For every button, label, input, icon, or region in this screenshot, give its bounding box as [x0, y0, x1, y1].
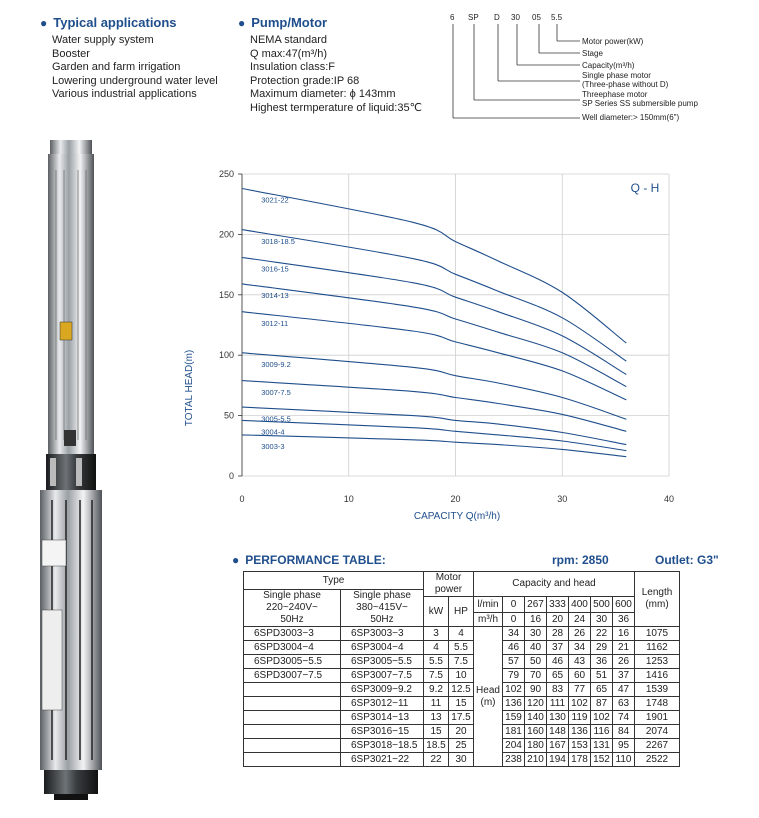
hp-cell: 10	[449, 669, 474, 683]
hp-cell: 20	[449, 725, 474, 739]
head-label-line: Head	[476, 684, 500, 696]
hp-cell: 5.5	[449, 641, 474, 655]
head-cell: 63	[613, 697, 635, 711]
series-label: 3021-22	[261, 195, 289, 205]
motor-power-line: Motor	[435, 572, 462, 583]
series-curve	[242, 420, 626, 450]
table-row	[244, 641, 680, 655]
y-tick-label: 250	[218, 169, 234, 179]
head-cell: 152	[591, 753, 613, 767]
head-cell: 102	[569, 697, 591, 711]
head-cell: 110	[613, 753, 635, 767]
head-cell: 167	[547, 739, 569, 753]
head-cell: 116	[591, 725, 613, 739]
head-cell: 210	[525, 753, 547, 767]
applications-section	[40, 14, 218, 102]
head-cell: 181	[503, 725, 525, 739]
three-phase-model: 6SP3003−3	[341, 627, 424, 641]
x-tick-label: 20	[450, 494, 461, 504]
motor-power-line: power	[434, 584, 463, 595]
header-line: 220~240V~	[266, 602, 318, 613]
motor-section	[238, 14, 422, 115]
chart-title: Q - H	[630, 181, 660, 195]
table-row	[244, 725, 680, 739]
lmin-value: 267	[525, 597, 547, 613]
length-cell: 1539	[635, 683, 680, 697]
head-cell: 46	[503, 641, 525, 655]
x-tick-labels	[239, 494, 674, 504]
head-cell: 16	[613, 627, 635, 641]
series-label: 3007-7.5	[261, 387, 291, 397]
head-cell: 40	[525, 641, 547, 655]
bullet-icon: ●	[238, 16, 246, 30]
code-part: 6	[450, 13, 455, 22]
applications-heading: ● Typical applications	[40, 15, 177, 30]
code-label: Threephase motor	[582, 90, 648, 99]
single-phase-model: 6SPD3005−5.5	[244, 655, 341, 669]
head-cell: 83	[547, 683, 569, 697]
length-cell: 1416	[635, 669, 680, 683]
motor-power-header	[424, 572, 474, 597]
header-line: 50Hz	[280, 614, 304, 625]
single-phase-model	[244, 697, 341, 711]
series-label: 3014-13	[261, 291, 289, 301]
head-cell: 50	[525, 655, 547, 669]
head-cell: 90	[525, 683, 547, 697]
code-label: Motor power(kW)	[582, 37, 644, 46]
series-label: 3005-5.5	[261, 414, 291, 424]
motor-spec-item: Q max:47(m³/h)	[250, 47, 328, 60]
head-cell: 47	[613, 683, 635, 697]
x-tick-label: 40	[663, 494, 675, 504]
table-row	[244, 669, 680, 683]
series-label: 3009-9.2	[261, 359, 291, 369]
head-cell: 70	[525, 669, 547, 683]
y-tick-label: 50	[223, 410, 234, 421]
y-tick-label: 150	[218, 289, 234, 300]
single-phase-model	[244, 683, 341, 697]
code-part: SP	[468, 13, 479, 22]
motor-spec-item: NEMA standard	[250, 34, 328, 46]
head-cell: 36	[591, 655, 613, 669]
motor-heading: ● Pump/Motor	[238, 15, 328, 30]
series-label: 3003-3	[261, 442, 285, 452]
outlet-label: Outlet: G3"	[655, 553, 719, 567]
series-label: 3016-15	[261, 264, 289, 274]
kw-cell: 5.5	[424, 655, 449, 669]
kw-cell: 11	[424, 697, 449, 711]
hp-cell: 17.5	[449, 711, 474, 725]
head-cell: 60	[569, 669, 591, 683]
length-cell: 1901	[635, 711, 680, 725]
three-phase-model: 6SP3016−15	[341, 725, 424, 739]
length-cell: 2522	[635, 753, 680, 767]
bullet-icon: ●	[40, 16, 48, 30]
head-cell: 51	[591, 669, 613, 683]
lmin-value: 400	[569, 597, 591, 613]
x-tick-label: 10	[343, 494, 354, 504]
x-tick-label: 0	[239, 494, 245, 504]
chart-series	[242, 189, 626, 457]
x-tick-label: 30	[557, 494, 568, 504]
head-cell: 159	[503, 711, 525, 725]
head-cell: 74	[613, 711, 635, 725]
head-cell: 178	[569, 753, 591, 767]
head-cell: 57	[503, 655, 525, 669]
head-cell: 29	[591, 641, 613, 655]
length-cell: 1162	[635, 641, 680, 655]
lmin-value: 0	[503, 597, 525, 613]
code-label: Capacity(m³/h)	[582, 61, 635, 70]
head-cell: 119	[569, 711, 591, 725]
head-cell: 140	[525, 711, 547, 725]
code-label: SP Series SS submersible pump	[582, 99, 698, 108]
length-line: Length	[641, 587, 673, 598]
code-label: Stage	[582, 49, 603, 58]
bullet-icon: ●	[232, 553, 240, 567]
head-cell: 102	[503, 683, 525, 697]
head-cell: 131	[591, 739, 613, 753]
single-phase-model	[244, 739, 341, 753]
three-phase-model: 6SP3014−13	[341, 711, 424, 725]
application-item: Lowering underground water level	[52, 74, 218, 87]
kw-cell: 22	[424, 753, 449, 767]
motor-spec-item: Insulation class:F	[250, 61, 335, 73]
head-cell: 77	[569, 683, 591, 697]
single-phase-model	[244, 753, 341, 767]
hp-cell: 12.5	[449, 683, 474, 697]
head-cell: 79	[503, 669, 525, 683]
pump-illustration	[20, 140, 120, 800]
applications-list	[52, 34, 218, 102]
head-cell: 21	[613, 641, 635, 655]
kw-cell: 9.2	[424, 683, 449, 697]
three-phase-model: 6SP3018−18.5	[341, 739, 424, 753]
head-cell: 136	[503, 697, 525, 711]
code-part: D	[494, 13, 500, 22]
table-row	[244, 711, 680, 725]
m3h-value: 16	[525, 613, 547, 627]
head-cell: 120	[525, 697, 547, 711]
header-line: 380~415V~	[356, 602, 408, 613]
application-item: Various industrial applications	[52, 88, 197, 100]
head-cell: 148	[547, 725, 569, 739]
kw-cell: 3	[424, 627, 449, 641]
lmin-value: 600	[613, 597, 635, 613]
table-row	[244, 739, 680, 753]
table-row	[244, 683, 680, 697]
y-tick-label: 200	[218, 229, 234, 240]
code-label: Well diameter:> 150mm(6")	[582, 113, 680, 122]
series-label: 3004-4	[261, 427, 285, 437]
head-cell: 160	[525, 725, 547, 739]
kw-cell: 13	[424, 711, 449, 725]
series-label: 3018-18.5	[261, 236, 295, 246]
y-tick-label: 100	[218, 350, 234, 361]
three-phase-model: 6SP3007−7.5	[341, 669, 424, 683]
head-cell: 153	[569, 739, 591, 753]
type-header: Type	[244, 572, 424, 590]
length-cell: 2074	[635, 725, 680, 739]
three-phase-model: 6SP3009−9.2	[341, 683, 424, 697]
x-axis-label: CAPACITY Q(m³/h)	[413, 511, 501, 522]
capacity-head-header: Capacity and head	[474, 572, 635, 597]
head-cell: 238	[503, 753, 525, 767]
motor-spec-item: Highest termperature of liquid:35℃	[250, 101, 422, 114]
series-curve	[242, 353, 626, 419]
kw-cell: 18.5	[424, 739, 449, 753]
hp-cell: 30	[449, 753, 474, 767]
m3h-value: 30	[591, 613, 613, 627]
head-cell: 22	[591, 627, 613, 641]
performance-table	[243, 571, 680, 767]
single-phase-model: 6SPD3007−7.5	[244, 669, 341, 683]
code-label: Single phase motor	[582, 71, 651, 80]
head-cell: 87	[591, 697, 613, 711]
length-cell: 2267	[635, 739, 680, 753]
y-tick-label: 0	[228, 471, 234, 481]
series-curve	[242, 230, 626, 362]
single-phase-model: 6SPD3004−4	[244, 641, 341, 655]
performance-table-title: ● PERFORMANCE TABLE:	[232, 553, 386, 567]
single-phase-header	[244, 590, 341, 627]
application-item: Water supply system	[52, 34, 154, 46]
head-cell: 111	[547, 697, 569, 711]
single-phase-model	[244, 725, 341, 739]
head-cell: 34	[503, 627, 525, 641]
application-item: Garden and farm irrigation	[52, 61, 181, 73]
head-cell: 65	[547, 669, 569, 683]
kw-cell: 15	[424, 725, 449, 739]
hp-cell: 7.5	[449, 655, 474, 669]
head-cell: 130	[547, 711, 569, 725]
motor-spec-item: Maximum diameter: ϕ 143mm	[250, 88, 396, 100]
lmin-label: l/min	[474, 597, 503, 613]
three-phase-model: 6SP3005−5.5	[341, 655, 424, 669]
head-label-line: (m)	[480, 696, 496, 708]
three-phase-model: 6SP3012−11	[341, 697, 424, 711]
head-cell: 43	[569, 655, 591, 669]
head-cell: 180	[525, 739, 547, 753]
code-part: 5.5	[551, 13, 563, 22]
head-cell: 204	[503, 739, 525, 753]
motor-spec-item: Protection grade:IP 68	[250, 74, 360, 87]
chart-axes	[238, 174, 242, 476]
series-curve	[242, 407, 626, 445]
length-cell: 1748	[635, 697, 680, 711]
three-phase-model: 6SP3021−22	[341, 753, 424, 767]
header-line: 50Hz	[370, 614, 394, 625]
head-cell: 194	[547, 753, 569, 767]
series-curve	[242, 435, 626, 457]
table-row	[244, 627, 680, 641]
header-line: Single phase	[263, 590, 321, 601]
m3h-value: 24	[569, 613, 591, 627]
series-curve	[242, 381, 626, 432]
y-tick-labels	[219, 169, 234, 481]
single-phase-model: 6SPD3003−3	[244, 627, 341, 641]
length-header	[635, 572, 680, 627]
head-label-cell	[474, 627, 503, 767]
kw-header: kW	[424, 597, 449, 627]
series-label: 3012-11	[261, 318, 289, 328]
lmin-value: 333	[547, 597, 569, 613]
head-cell: 136	[569, 725, 591, 739]
length-cell: 1075	[635, 627, 680, 641]
head-cell: 65	[591, 683, 613, 697]
head-cell: 46	[547, 655, 569, 669]
code-label: (Three-phase without D)	[582, 80, 669, 89]
length-cell: 1253	[635, 655, 680, 669]
table-row	[244, 697, 680, 711]
lmin-value: 500	[591, 597, 613, 613]
head-cell: 84	[613, 725, 635, 739]
single-phase-model	[244, 711, 341, 725]
qh-chart	[175, 160, 715, 530]
hp-cell: 25	[449, 739, 474, 753]
code-part: 30	[511, 13, 520, 22]
table-row	[244, 655, 680, 669]
head-cell: 37	[547, 641, 569, 655]
m3h-value: 36	[613, 613, 635, 627]
code-part: 05	[532, 13, 541, 22]
hp-cell: 15	[449, 697, 474, 711]
head-cell: 34	[569, 641, 591, 655]
rpm-label: rpm: 2850	[552, 553, 609, 567]
m3h-value: 20	[547, 613, 569, 627]
application-item: Booster	[52, 47, 90, 60]
motor-spec-list	[250, 34, 422, 115]
m3h-value: 0	[503, 613, 525, 627]
head-cell: 30	[525, 627, 547, 641]
head-cell: 37	[613, 669, 635, 683]
kw-cell: 4	[424, 641, 449, 655]
hp-header: HP	[449, 597, 474, 627]
table-row	[244, 753, 680, 767]
head-cell: 26	[569, 627, 591, 641]
three-phase-model: 6SP3004−4	[341, 641, 424, 655]
header-line: Single phase	[353, 590, 411, 601]
head-cell: 102	[591, 711, 613, 725]
three-phase-header	[341, 590, 424, 627]
head-cell: 95	[613, 739, 635, 753]
head-cell: 28	[547, 627, 569, 641]
m3h-label: m³/h	[474, 613, 503, 627]
kw-cell: 7.5	[424, 669, 449, 683]
y-axis-label: TOTAL HEAD(m)	[184, 349, 195, 427]
head-cell: 26	[613, 655, 635, 669]
length-line: (mm)	[645, 599, 669, 610]
hp-cell: 4	[449, 627, 474, 641]
model-code-legend	[440, 8, 759, 130]
